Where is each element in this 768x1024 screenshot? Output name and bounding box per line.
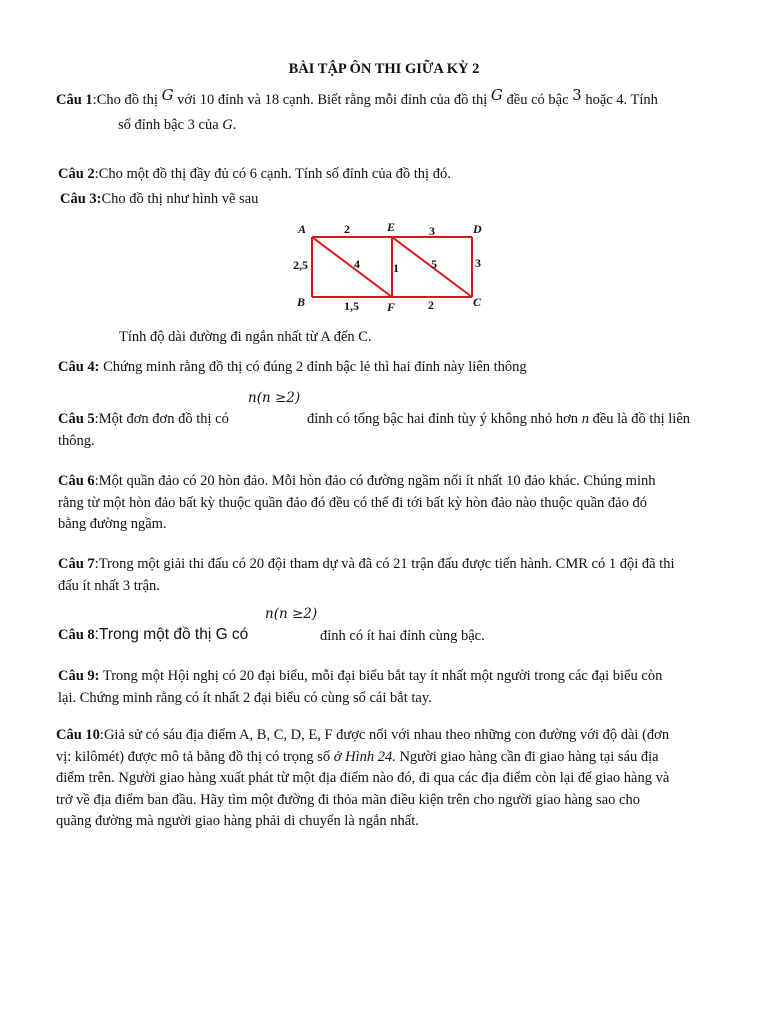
question-text: :Trong một giải thi đấu có 20 đội tham dự và đã có 21 trận đấu được tiến hành. CMR có 1 đội đã thi [94, 556, 675, 572]
vertex-label-F: F [387, 300, 396, 314]
question-text: :Giả sử có sáu địa điểm A, B, C, D, E, F được nối với nhau theo những con đường với độ dài (đơn [99, 727, 670, 743]
question-label: Câu 6 [58, 473, 95, 489]
question-6 [58, 471, 720, 536]
question-5-cont [307, 411, 690, 428]
question-text: đỉnh có tổng bậc hai đỉnh tùy ý không nhỏ hơn [307, 411, 582, 427]
question-text: Người giao hàng cần đi giao hàng tại sáu địa [395, 748, 659, 765]
question-text: :Cho một đồ thị đầy đủ có 6 cạnh. Tính số đỉnh của đồ thị đó. [94, 166, 451, 182]
question-text: Cho đồ thị như hình vẽ sau [101, 191, 259, 207]
figure-reference: ở Hình 24. [333, 748, 396, 765]
vertex-label-A: A [298, 222, 307, 236]
graph-edges [312, 237, 472, 297]
edge-weight-AF: 4 [354, 257, 360, 271]
question-text: vị: kilômét) được mô tả bằng đồ thị có trọng số [56, 748, 334, 765]
edge-weight-AB: 2,5 [293, 258, 308, 272]
edge-weight-EC: 5 [431, 257, 437, 271]
edge-weight-ED: 3 [429, 224, 435, 238]
question-label: Câu 9: [58, 668, 100, 684]
question-text: :Trong một đồ thị G có [94, 626, 249, 643]
question-text: :Cho đồ thị [92, 92, 162, 108]
math-symbol: G [222, 117, 233, 133]
question-text: điểm trên. Người giao hàng xuất phát từ một địa điểm nào đó, đi qua các địa điểm còn lại để giao hàng và [56, 770, 670, 786]
question-text: đều là đồ thị liên [588, 411, 691, 427]
question-text: quãng đường mà người giao hàng phải di chuyển là ngắn nhất. [56, 813, 419, 829]
question-text: với 10 đỉnh và 18 cạnh. Biết rằng mỗi đỉnh của đồ thị [173, 92, 491, 108]
question-text: . [232, 117, 237, 133]
question-7 [58, 554, 720, 597]
question-label: Câu 7 [58, 556, 95, 572]
math-symbol: G [161, 86, 174, 104]
edge-weight-BF: 1,5 [344, 299, 359, 313]
math-symbol: G [490, 86, 503, 104]
edge-weight-AE: 2 [344, 222, 350, 236]
question-text: :Một đơn đơn đồ thị có [94, 411, 229, 427]
question-label: Câu 1 [56, 92, 93, 108]
question-text: :Một quần đảo có 20 hòn đảo. Mỗi hòn đảo có đường ngầm nối ít nhất 10 đảo khác. Chúng minh [94, 473, 656, 489]
vertex-label-B: B [297, 295, 306, 309]
formula-n-ge-2: n(n ≥2) [265, 606, 318, 622]
edge-AF [312, 237, 392, 297]
question-text: hoặc 4. Tính [581, 92, 658, 108]
question-8-cont: đỉnh có ít hai đỉnh cùng bậc. [320, 628, 485, 644]
question-text: Trong một Hội nghị có 20 đại biểu, mỗi đại biểu bắt tay ít nhất một người trong các đại biểu còn [99, 668, 663, 684]
vertex-label-D: D [473, 222, 482, 236]
question-5 [58, 411, 229, 428]
question-label: Câu 10 [56, 727, 100, 743]
vertex-label-C: C [473, 295, 482, 309]
question-text: lại. Chứng minh rằng có ít nhất 2 đại biểu có cùng số cái bắt tay. [58, 689, 432, 706]
vertex-label-E: E [387, 220, 396, 234]
question-text: rằng từ một hòn đảo bất kỳ thuộc quần đảo đó đều có thể đi tới bất kỳ hòn đảo nào thuộc quần đảo đó [58, 494, 647, 511]
math-symbol: n [581, 411, 589, 427]
question-text: bằng đường ngầm. [58, 516, 167, 532]
question-5-line-2: thông. [58, 433, 95, 449]
question-label: Câu 2 [58, 166, 95, 182]
edge-weight-FC: 2 [428, 298, 434, 312]
question-text: đều có bậc [502, 92, 573, 108]
question-label: Câu 5 [58, 411, 95, 427]
question-10 [56, 725, 720, 833]
question-9 [58, 666, 720, 709]
page-title: BÀI TẬP ÔN THI GIỮA KỲ 2 [288, 61, 480, 77]
edge-weight-DC: 3 [475, 256, 481, 270]
question-8 [58, 626, 248, 644]
question-label: Câu 8 [58, 627, 95, 643]
math-number: 3 [572, 86, 582, 104]
question-label: Câu 4: [58, 359, 100, 375]
question-text: Chứng minh rằng đồ thị có đúng 2 đỉnh bậc lẻ thì hai đỉnh này liên thông [99, 359, 527, 375]
question-label: Câu 3: [60, 191, 102, 207]
question-text: trở về địa điểm ban đầu. Hãy tìm một đường đi thỏa mãn điều kiện trên cho người giao hàng sao cho [56, 791, 640, 808]
formula-n-ge-2: n(n ≥2) [248, 390, 301, 406]
question-4 [58, 359, 527, 376]
weighted-graph [0, 0, 768, 330]
question-text: số đỉnh bậc 3 của [118, 117, 223, 133]
question-text: đấu ít nhất 3 trận. [58, 577, 160, 594]
question-3-ask: Tính độ dài đường đi ngắn nhất từ A đến C. [119, 329, 372, 345]
edge-weight-EF: 1 [393, 261, 399, 275]
